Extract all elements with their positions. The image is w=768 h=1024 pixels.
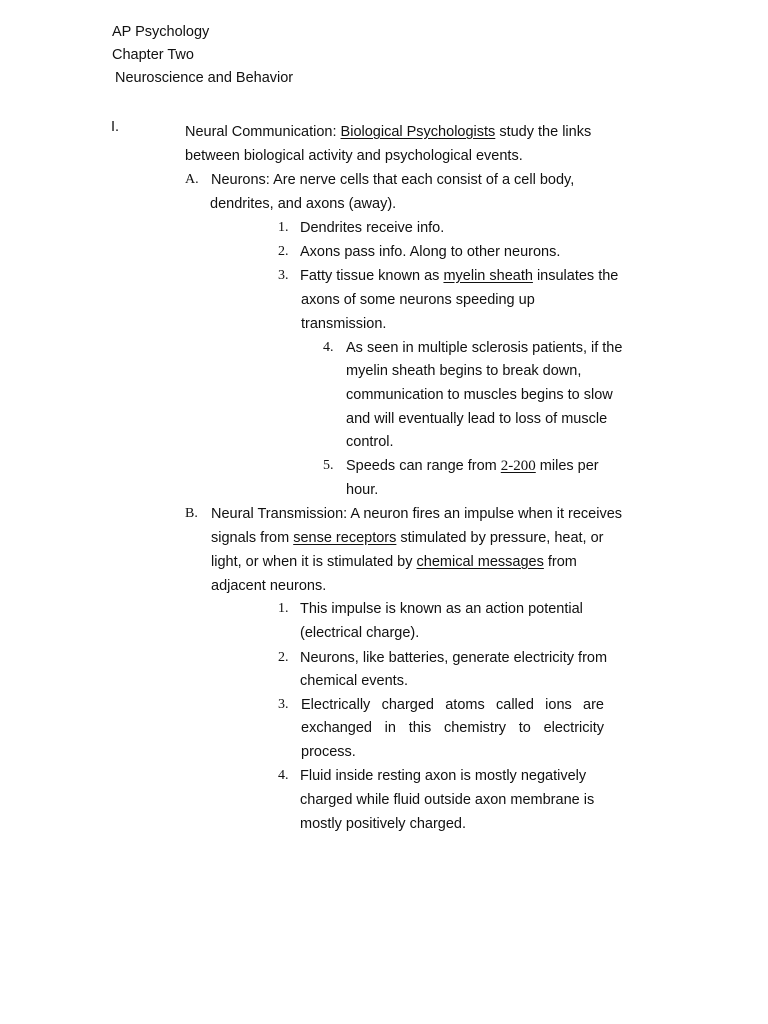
list-number: 2.	[278, 650, 289, 665]
text-fragment: Speeds can range from	[346, 458, 497, 474]
list-item-text: (electrical charge).	[300, 625, 420, 641]
list-item-text: transmission.	[301, 316, 387, 332]
section-numeral: I.	[111, 119, 120, 135]
list-number: 1.	[278, 220, 289, 235]
outline-marker-b: B.	[185, 506, 198, 521]
topic-title: Neuroscience and Behavior	[115, 70, 294, 86]
transmission-line1: Neural Transmission: A neuron fires an impulse when it receives	[211, 506, 623, 522]
myelin-sheath-term: myelin sheath	[443, 268, 533, 284]
section-heading-rest: study the links	[499, 124, 592, 140]
list-number: 4.	[278, 768, 289, 783]
list-item-text	[346, 456, 599, 476]
list-number: 3.	[278, 268, 289, 283]
text-fragment: light, or when it is stimulated by	[211, 554, 413, 570]
section-heading-line2: between biological activity and psychological events.	[185, 148, 523, 164]
text-fragment: miles per	[539, 458, 599, 474]
list-item-text: chemical events.	[300, 673, 408, 689]
list-number: 4.	[323, 340, 334, 355]
list-item-text: Neurons, like batteries, generate electricity from	[300, 650, 608, 666]
list-item-text: axons of some neurons speeding up	[301, 292, 535, 308]
transmission-line3	[211, 552, 577, 572]
transmission-line4: adjacent neurons.	[211, 578, 327, 594]
list-item-text: process.	[301, 744, 356, 760]
section-term: Biological Psychologists	[340, 124, 496, 140]
text-fragment: stimulated by pressure, heat, or	[400, 530, 604, 546]
text-fragment: Fatty tissue known as	[300, 268, 440, 284]
list-item-text: Fluid inside resting axon is mostly negatively	[300, 768, 587, 784]
list-number: 1.	[278, 601, 289, 616]
neurons-line1: Neurons: Are nerve cells that each consist of a cell body,	[211, 172, 575, 188]
section-heading-line1	[185, 122, 591, 142]
list-item-text: Dendrites receive info.	[300, 220, 445, 236]
list-item-text: and will eventually lead to loss of muscle	[346, 411, 608, 427]
list-item-text: myelin sheath begins to break down,	[346, 363, 582, 379]
section-title: Neural Communication:	[185, 124, 337, 140]
list-item-text: As seen in multiple sclerosis patients, if the	[346, 340, 623, 356]
list-item-text: Axons pass info. Along to other neurons.	[300, 244, 561, 260]
list-item-text: This impulse is known as an action potential	[300, 601, 583, 617]
list-item-text: Electrically charged atoms called ions are	[301, 697, 604, 713]
course-title: AP Psychology	[112, 24, 210, 40]
list-item-text: charged while fluid outside axon membrane is	[300, 792, 595, 808]
text-fragment: signals from	[211, 530, 290, 546]
text-fragment: from	[547, 554, 577, 570]
sense-receptors-term: sense receptors	[293, 530, 397, 546]
list-number: 2.	[278, 244, 289, 259]
list-item-text: mostly positively charged.	[300, 816, 467, 832]
list-item-text: communication to muscles begins to slow	[346, 387, 613, 403]
list-item-text: exchanged in this chemistry to electricity	[301, 720, 604, 736]
list-item-text	[300, 266, 618, 286]
list-number: 3.	[278, 697, 289, 712]
list-item-text: control.	[346, 434, 394, 450]
speed-range-value: 2-200	[500, 458, 536, 474]
outline-marker-a: A.	[185, 172, 199, 187]
text-fragment: insulates the	[536, 268, 619, 284]
chapter-title: Chapter Two	[112, 47, 194, 63]
list-number: 5.	[323, 458, 334, 473]
list-item-text: hour.	[346, 482, 379, 498]
transmission-line2	[211, 528, 604, 548]
chemical-messages-term: chemical messages	[416, 554, 544, 570]
neurons-line2: dendrites, and axons (away).	[210, 196, 397, 212]
